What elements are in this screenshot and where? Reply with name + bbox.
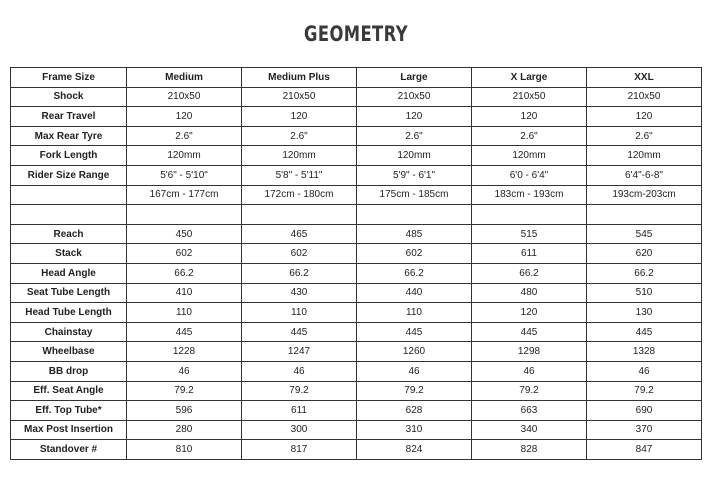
row-label — [11, 205, 127, 225]
table-cell: 210x50 — [127, 87, 242, 107]
table-cell: 120mm — [587, 146, 702, 166]
table-cell: 445 — [587, 322, 702, 342]
row-label: Max Rear Tyre — [11, 126, 127, 146]
table-cell: 120mm — [357, 146, 472, 166]
table-row — [11, 165, 702, 185]
table-row — [11, 185, 702, 205]
table-cell: 545 — [587, 224, 702, 244]
table-cell: 310 — [357, 420, 472, 440]
row-label: Rider Size Range — [11, 165, 127, 185]
table-cell: 120 — [587, 107, 702, 127]
table-cell: 120mm — [242, 146, 357, 166]
table-cell: 1328 — [587, 342, 702, 362]
table-row — [11, 361, 702, 381]
row-label: Head Angle — [11, 263, 127, 283]
table-cell: 120 — [472, 107, 587, 127]
header-medium: Medium — [127, 68, 242, 88]
table-cell: 130 — [587, 303, 702, 323]
table-cell: 370 — [587, 420, 702, 440]
table-cell: 611 — [472, 244, 587, 264]
table-cell: 445 — [472, 322, 587, 342]
table-cell: 1298 — [472, 342, 587, 362]
table-row — [11, 420, 702, 440]
table-cell: 510 — [587, 283, 702, 303]
table-cell: 810 — [127, 440, 242, 460]
geometry-table — [10, 67, 702, 460]
table-cell: 515 — [472, 224, 587, 244]
geometry-table-body — [11, 68, 702, 460]
table-cell: 6'4"-6-8" — [587, 165, 702, 185]
table-cell: 210x50 — [472, 87, 587, 107]
table-cell: 120mm — [127, 146, 242, 166]
table-cell: 847 — [587, 440, 702, 460]
table-row — [11, 303, 702, 323]
table-cell: 663 — [472, 401, 587, 421]
table-row — [11, 322, 702, 342]
table-cell: 79.2 — [472, 381, 587, 401]
table-cell: 440 — [357, 283, 472, 303]
table-cell: 611 — [242, 401, 357, 421]
table-cell: 1260 — [357, 342, 472, 362]
table-cell: 2.6" — [472, 126, 587, 146]
table-cell: 480 — [472, 283, 587, 303]
row-label: Shock — [11, 87, 127, 107]
table-row — [11, 244, 702, 264]
table-cell: 445 — [357, 322, 472, 342]
table-cell: 120 — [472, 303, 587, 323]
table-cell: 46 — [472, 361, 587, 381]
table-row — [11, 224, 702, 244]
table-cell: 817 — [242, 440, 357, 460]
table-cell: 210x50 — [587, 87, 702, 107]
row-label: Fork Length — [11, 146, 127, 166]
header-frame-size: Frame Size — [11, 68, 127, 88]
table-cell: 340 — [472, 420, 587, 440]
table-cell: 120 — [357, 107, 472, 127]
table-row — [11, 283, 702, 303]
table-cell: 66.2 — [127, 263, 242, 283]
table-cell — [242, 205, 357, 225]
table-cell: 2.6" — [242, 126, 357, 146]
table-cell: 79.2 — [242, 381, 357, 401]
table-cell: 2.6" — [357, 126, 472, 146]
table-cell: 1228 — [127, 342, 242, 362]
table-cell: 66.2 — [587, 263, 702, 283]
row-label: Chainstay — [11, 322, 127, 342]
table-cell: 2.6" — [127, 126, 242, 146]
table-cell: 79.2 — [127, 381, 242, 401]
row-label: Head Tube Length — [11, 303, 127, 323]
table-row — [11, 107, 702, 127]
table-row — [11, 146, 702, 166]
table-row — [11, 263, 702, 283]
table-row — [11, 440, 702, 460]
table-cell: 210x50 — [242, 87, 357, 107]
table-cell: 602 — [127, 244, 242, 264]
table-cell: 110 — [242, 303, 357, 323]
header-row — [11, 68, 702, 88]
table-cell: 620 — [587, 244, 702, 264]
table-cell: 596 — [127, 401, 242, 421]
table-cell: 120 — [242, 107, 357, 127]
table-cell: 2.6" — [587, 126, 702, 146]
table-cell — [472, 205, 587, 225]
table-row — [11, 342, 702, 362]
table-cell: 1247 — [242, 342, 357, 362]
row-label: Reach — [11, 224, 127, 244]
table-cell: 824 — [357, 440, 472, 460]
table-cell: 79.2 — [587, 381, 702, 401]
row-label: Stack — [11, 244, 127, 264]
table-cell: 5'8" - 5'11" — [242, 165, 357, 185]
table-cell: 828 — [472, 440, 587, 460]
table-cell: 175cm - 185cm — [357, 185, 472, 205]
table-cell: 430 — [242, 283, 357, 303]
table-cell: 445 — [242, 322, 357, 342]
page-title: GEOMETRY — [304, 22, 408, 46]
table-cell: 6'0 - 6'4" — [472, 165, 587, 185]
row-label: Standover # — [11, 440, 127, 460]
table-cell: 120 — [127, 107, 242, 127]
header-xxl: XXL — [587, 68, 702, 88]
table-cell: 46 — [127, 361, 242, 381]
table-cell: 110 — [357, 303, 472, 323]
table-cell: 690 — [587, 401, 702, 421]
table-cell: 300 — [242, 420, 357, 440]
table-cell: 183cm - 193cm — [472, 185, 587, 205]
table-row — [11, 126, 702, 146]
header-x-large: X Large — [472, 68, 587, 88]
table-cell: 193cm-203cm — [587, 185, 702, 205]
table-cell: 602 — [242, 244, 357, 264]
table-row — [11, 401, 702, 421]
row-label: Rear Travel — [11, 107, 127, 127]
table-cell: 79.2 — [357, 381, 472, 401]
row-label: Eff. Seat Angle — [11, 381, 127, 401]
table-cell: 445 — [127, 322, 242, 342]
table-cell: 410 — [127, 283, 242, 303]
table-cell: 628 — [357, 401, 472, 421]
table-cell: 110 — [127, 303, 242, 323]
table-row — [11, 87, 702, 107]
table-cell: 210x50 — [357, 87, 472, 107]
table-cell: 46 — [357, 361, 472, 381]
table-cell: 167cm - 177cm — [127, 185, 242, 205]
table-cell: 485 — [357, 224, 472, 244]
table-cell: 66.2 — [357, 263, 472, 283]
table-cell: 450 — [127, 224, 242, 244]
row-label: Max Post Insertion — [11, 420, 127, 440]
table-cell: 120mm — [472, 146, 587, 166]
row-label: Wheelbase — [11, 342, 127, 362]
table-cell — [587, 205, 702, 225]
table-cell: 172cm - 180cm — [242, 185, 357, 205]
row-label: BB drop — [11, 361, 127, 381]
table-cell — [127, 205, 242, 225]
table-cell: 465 — [242, 224, 357, 244]
table-cell: 46 — [242, 361, 357, 381]
table-row — [11, 381, 702, 401]
table-cell: 66.2 — [472, 263, 587, 283]
row-label: Eff. Top Tube* — [11, 401, 127, 421]
table-cell: 66.2 — [242, 263, 357, 283]
table-cell: 280 — [127, 420, 242, 440]
table-cell — [357, 205, 472, 225]
header-medium-plus: Medium Plus — [242, 68, 357, 88]
table-cell: 5'6" - 5'10" — [127, 165, 242, 185]
header-large: Large — [357, 68, 472, 88]
table-row — [11, 205, 702, 225]
table-cell: 5'9" - 6'1" — [357, 165, 472, 185]
table-cell: 602 — [357, 244, 472, 264]
row-label: Seat Tube Length — [11, 283, 127, 303]
table-cell: 46 — [587, 361, 702, 381]
row-label — [11, 185, 127, 205]
